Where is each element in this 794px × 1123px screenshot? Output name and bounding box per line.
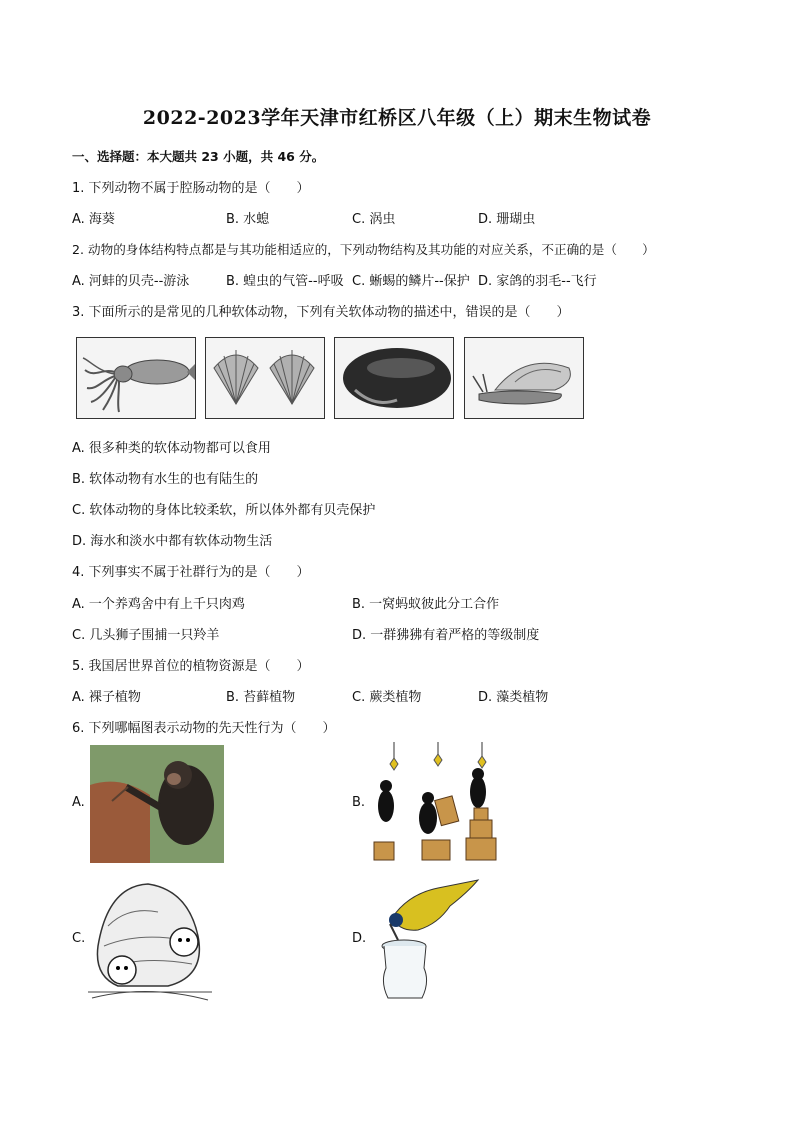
scallop-image <box>205 337 325 419</box>
q5-option-d[interactable]: D. 藻类植物 <box>478 690 549 705</box>
q3-option-b[interactable]: B. 软体动物有水生的也有陆生的 <box>72 472 259 487</box>
q1-option-d[interactable]: D. 珊瑚虫 <box>478 212 536 227</box>
q4-option-b[interactable]: B. 一窝蚂蚁彼此分工合作 <box>352 597 500 612</box>
q2-option-b[interactable]: B. 蝗虫的气管--呼吸 <box>226 274 344 289</box>
q4-option-c[interactable]: C. 几头狮子围捕一只羚羊 <box>72 628 220 643</box>
q1-option-a[interactable]: A. 海葵 <box>72 212 115 227</box>
q1-option-b[interactable]: B. 水螅 <box>226 212 270 227</box>
chimpanzee-termite-image <box>90 745 224 863</box>
q2-option-c[interactable]: C. 蜥蜴的鳞片--保护 <box>352 274 470 289</box>
q3-option-d[interactable]: D. 海水和淡水中都有软体动物生活 <box>72 534 273 549</box>
q4-option-d[interactable]: D. 一群狒狒有着严格的等级制度 <box>352 628 540 643</box>
q5-option-c[interactable]: C. 蕨类植物 <box>352 690 422 705</box>
q2-option-d[interactable]: D. 家鸽的羽毛--飞行 <box>478 274 597 289</box>
q6-option-c[interactable]: C. <box>72 931 86 946</box>
q5-option-b[interactable]: B. 苔藓植物 <box>226 690 296 705</box>
q3-option-c[interactable]: C. 软体动物的身体比较柔软，所以体外都有贝壳保护 <box>72 503 376 518</box>
chimpanzees-boxes-image <box>366 742 500 866</box>
section-heading: 一、选择题：本大题共 23 小题，共 46 分。 <box>72 149 325 164</box>
q6-option-b[interactable]: B. <box>352 795 366 810</box>
page-title: 2022-2023学年天津市红桥区八年级（上）期末生物试卷 <box>142 107 652 129</box>
mussel-image <box>334 337 454 419</box>
q6-option-d[interactable]: D. <box>352 931 367 946</box>
q1-option-c[interactable]: C. 涡虫 <box>352 212 396 227</box>
q2-option-a[interactable]: A. 河蚌的贝壳--游泳 <box>72 274 190 289</box>
hen-kittens-image <box>88 876 212 1004</box>
question-2-stem: 2. 动物的身体结构特点都是与其功能相适应的，下列动物结构及其功能的对应关系，不正确的是（ ） <box>72 242 655 257</box>
question-3-stem: 3. 下面所示的是常见的几种软体动物，下列有关软体动物的描述中，错误的是（ ） <box>72 305 570 320</box>
question-5-stem: 5. 我国居世界首位的植物资源是（ ） <box>72 659 310 674</box>
q4-option-a[interactable]: A. 一个养鸡舍中有上千只肉鸡 <box>72 597 245 612</box>
q5-option-a[interactable]: A. 裸子植物 <box>72 690 141 705</box>
q6-option-a[interactable]: A. <box>72 795 85 810</box>
snail-image <box>464 337 584 419</box>
question-6-stem: 6. 下列哪幅图表示动物的先天性行为（ ） <box>72 721 336 736</box>
tit-milk-bottle-image <box>378 878 484 1002</box>
question-1-stem: 1. 下列动物不属于腔肠动物的是（ ） <box>72 181 310 196</box>
q3-option-a[interactable]: A. 很多种类的软体动物都可以食用 <box>72 441 271 456</box>
question-4-stem: 4. 下列事实不属于社群行为的是（ ） <box>72 565 310 580</box>
squid-image <box>76 337 196 419</box>
